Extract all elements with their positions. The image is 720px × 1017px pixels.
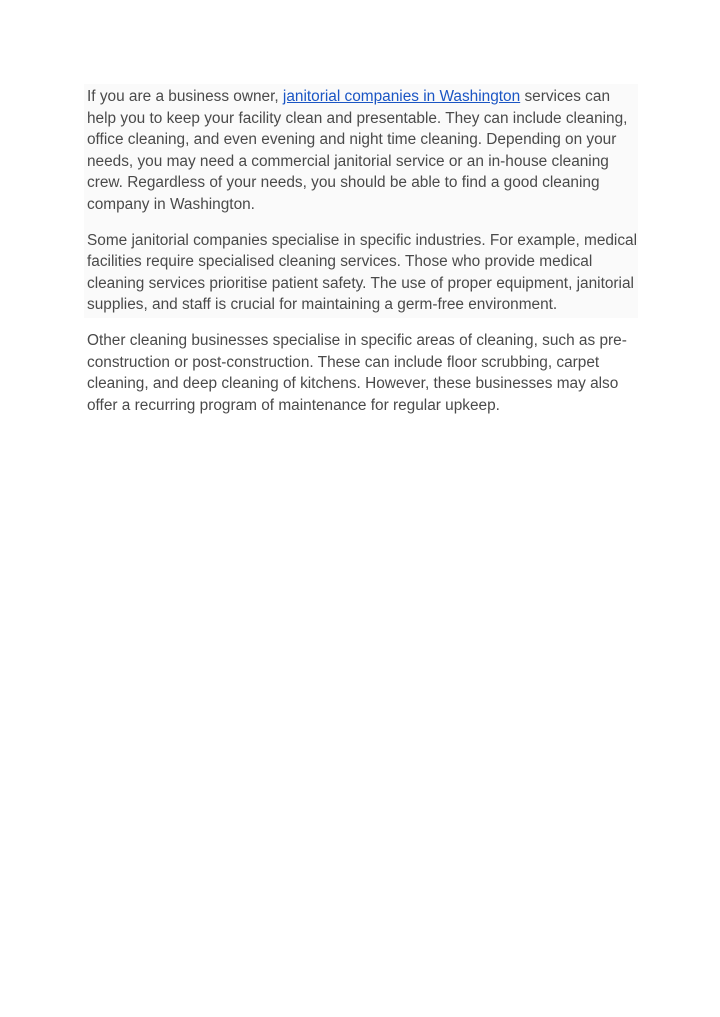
paragraph-intro-before: If you are a business owner, (87, 88, 283, 105)
janitorial-companies-link[interactable]: janitorial companies in Washington (282, 88, 521, 105)
paragraph-intro-after: services can help you to keep your facility clean and presentable. They can include cleaning, office cleaning, and even evening and night time cleaning. Depending on your needs, you may need a commercial janitorial service or an in-house cleaning crew. Regardless of your needs, you should be able to find a good cleaning company in Washington. (87, 88, 628, 213)
paragraph-areas: Other cleaning businesses specialise in specific areas of cleaning, such as pre-construction or post-construction. These can include floor scrubbing, carpet cleaning, and deep cleaning of kitchens. However, these businesses may also offer a recurring program of maintenance for regular upkeep. (87, 331, 627, 414)
paragraph-industries: Some janitorial companies specialise in specific industries. For example, medical facilities require specialised cleaning services. Those who provide medical cleaning services prioritise patient safety. The use of proper equipment, janitorial supplies, and staff is crucial for maintaining a germ-free environment. (87, 231, 638, 314)
paragraph-intro (87, 86, 639, 216)
document-body (87, 86, 639, 430)
